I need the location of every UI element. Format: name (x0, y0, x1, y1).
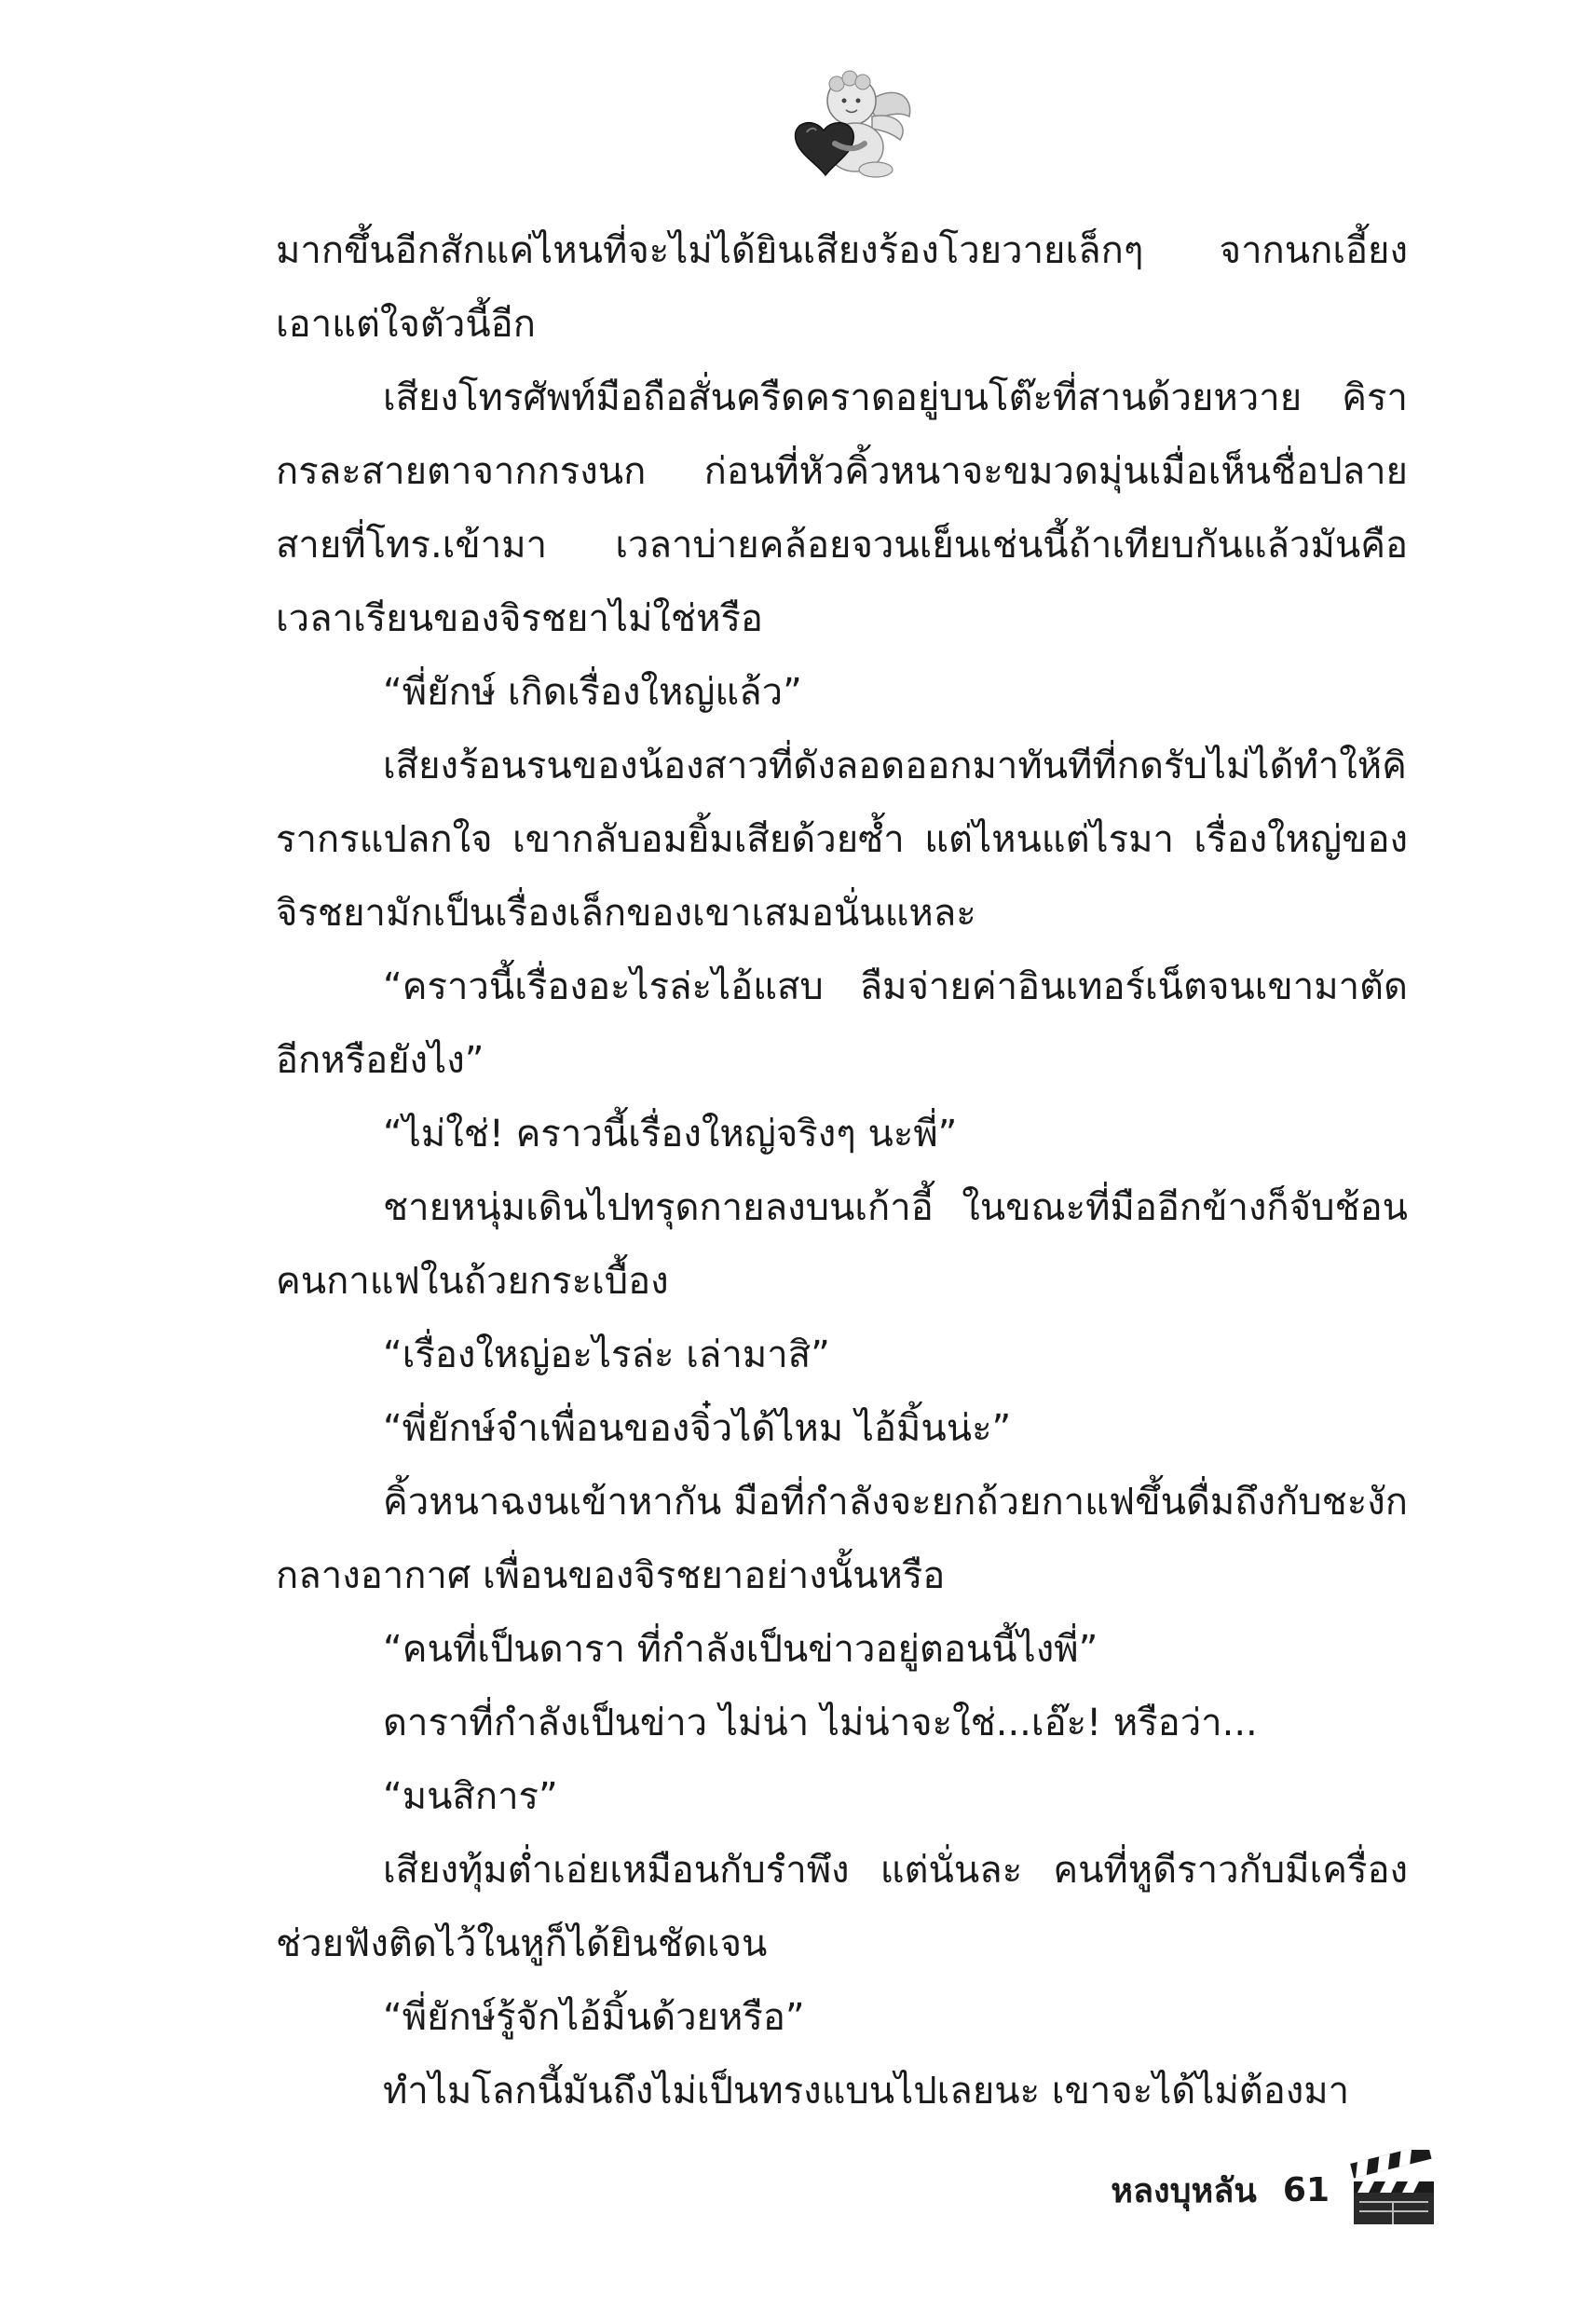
paragraph: “พี่ยักษ์รู้จักไอ้มิ้นด้วยหรือ” (383, 1996, 805, 2039)
paragraph: ดาราที่กำลังเป็นข่าว ไม่น่า ไม่น่าจะใช่...เอ๊ะ! หรือว่า... (383, 1702, 1258, 1744)
film-clapperboard-icon (1346, 2150, 1439, 2230)
paragraph: “คราวนี้เรื่องอะไรล่ะไอ้แสบ ลืมจ่ายค่าอินเทอร์เน็ตจนเขามาตัดอีกหรือยังไง” (276, 965, 1408, 1082)
paragraph: เสียงโทรศัพท์มือถือสั่นครืดคราดอยู่บนโต๊ะที่สานด้วยหวาย คิรากรละสายตาจากกรงนก ก่อนที่หัวคิ้วหนาจะขมวดมุ่นเมื่อเห็นชื่อปลายสายที่โทร.เข้ามา เวลาบ่ายคล้อยจวนเย็นเช่นนี้ถ้าเทียบกันแล้วมันคือเวลาเรียนของจิรชยาไม่ใช่หรือ (276, 376, 1408, 640)
paragraph: ชายหนุ่มเดินไปทรุดกายลงบนเก้าอี้ ในขณะที่มืออีกข้างก็จับช้อนคนกาแฟในถ้วยกระเบื้อง (276, 1186, 1408, 1303)
page-number: 61 (1282, 2170, 1330, 2209)
paragraph: เสียงทุ้มต่ำเอ่ยเหมือนกับรำพึง แต่นั่นละ คนที่หูดีราวกับมีเครื่องช่วยฟังติดไว้ในหูก็ได้ยินชัดเจน (276, 1849, 1408, 1965)
cupid-heart-icon (779, 65, 919, 186)
paragraph: เสียงร้อนรนของน้องสาวที่ดังลอดออกมาทันทีที่กดรับไม่ได้ทำให้คิรากรแปลกใจ เขากลับอมยิ้มเสียด้วยซ้ำ แต่ไหนแต่ไรมา เรื่องใหญ่ของจิรชยามักเป็นเรื่องเล็กของเขาเสมอนั่นแหละ (276, 745, 1408, 935)
paragraph: คิ้วหนาฉงนเข้าหากัน มือที่กำลังจะยกถ้วยกาแฟขึ้นดื่มถึงกับชะงักกลางอากาศ เพื่อนของจิรชยาอย่างนั้นหรือ (276, 1481, 1408, 1597)
paragraph: “คนที่เป็นดารา ที่กำลังเป็นข่าวอยู่ตอนนี้ไงพี่” (383, 1628, 1098, 1671)
page-footer (1111, 2148, 1439, 2232)
book-title: หลงบุหลัน (1111, 2171, 1257, 2210)
paragraph: “พี่ยักษ์จำเพื่อนของจิ๋วได้ไหม ไอ้มิ้นน่ะ” (383, 1407, 1012, 1450)
paragraph: “ไม่ใช่! คราวนี้เรื่องใหญ่จริงๆ นะพี่” (383, 1113, 958, 1156)
paragraph: “พี่ยักษ์ เกิดเรื่องใหญ่แล้ว” (383, 671, 802, 714)
paragraph: ทำไมโลกนี้มันถึงไม่เป็นทรงแบนไปเลยนะ เขาจะได้ไม่ต้องมา (383, 2070, 1350, 2113)
paragraph: “เรื่องใหญ่อะไรล่ะ เล่ามาสิ” (383, 1333, 830, 1376)
body-text (276, 214, 1408, 2128)
paragraph: มากขึ้นอีกสักแค่ไหนที่จะไม่ได้ยินเสียงร้องโวยวายเล็กๆ จากนกเอี้ยงเอาแต่ใจตัวนี้อีก (276, 229, 1408, 346)
paragraph: “มนสิการ” (383, 1775, 558, 1818)
